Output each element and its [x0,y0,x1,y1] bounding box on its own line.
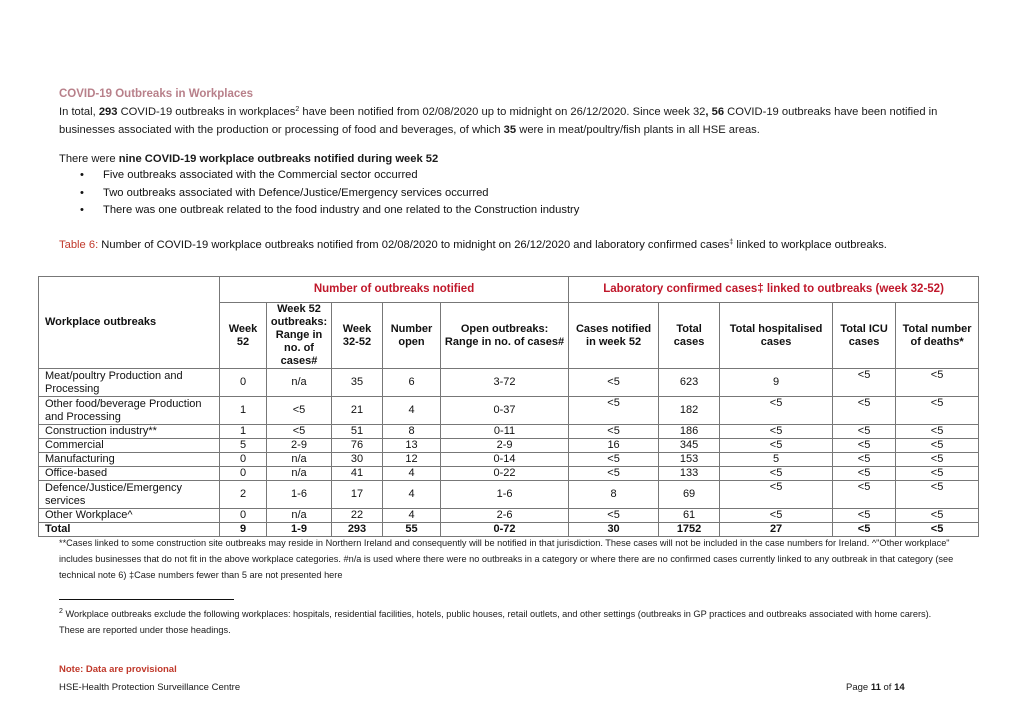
cell: 1-6 [267,481,332,509]
cell: <5 [896,523,979,537]
group-header-outbreaks: Number of outbreaks notified [220,277,569,303]
text: Number of COVID-19 workplace outbreaks notified from 02/08/2020 to midnight on 26/12/2020 and laboratory confirmed cases [98,239,730,251]
text: linked to workplace outbreaks. [733,239,887,251]
text: There were [59,153,119,165]
cell: 6 [383,369,441,397]
cell: <5 [833,425,896,439]
cell: <5 [569,397,659,425]
column-header: Total cases [659,303,720,369]
cell: <5 [720,509,833,523]
cell: 186 [659,425,720,439]
text: Page [846,682,871,693]
row-label: Office-based [39,467,220,481]
cell: <5 [720,439,833,453]
cell: 2-9 [267,439,332,453]
row-label: Meat/poultry Production and Processing [39,369,220,397]
cell: 0 [220,453,267,467]
cell: 8 [569,481,659,509]
row-label: Other food/beverage Production and Processing [39,397,220,425]
cell: 4 [383,467,441,481]
cell: 9 [720,369,833,397]
cell: <5 [569,509,659,523]
table-row [39,467,979,481]
cell: <5 [833,453,896,467]
bullet-item: • There was one outbreak related to the food industry and one related to the Construction industry [80,202,579,220]
row-header: Workplace outbreaks [39,277,220,369]
cell: 0 [220,509,267,523]
row-label: Manufacturing [39,453,220,467]
workplace-outbreaks-table [38,276,979,537]
table-row [39,453,979,467]
cell: 4 [383,397,441,425]
page-number [846,682,905,693]
cell: <5 [896,369,979,397]
cell: 35 [332,369,383,397]
row-label: Commercial [39,439,220,453]
group-header-cases: Laboratory confirmed cases‡ linked to outbreaks (week 32-52) [569,277,979,303]
week52-summary [59,150,959,168]
cell: 293 [332,523,383,537]
footnote [59,606,959,638]
cell: <5 [569,425,659,439]
cell: 21 [332,397,383,425]
cell: 22 [332,509,383,523]
column-header: Total hospitalised cases [720,303,833,369]
cell: <5 [267,397,332,425]
cell: 12 [383,453,441,467]
cell: <5 [896,481,979,509]
cell: <5 [569,369,659,397]
cell: <5 [896,453,979,467]
cell: 1-6 [441,481,569,509]
cell: <5 [896,509,979,523]
cell: <5 [896,467,979,481]
table-row [39,397,979,425]
cell: 30 [332,453,383,467]
column-header: Week 32-52 [332,303,383,369]
footnote-ref: ‡ [729,239,734,246]
cell: 345 [659,439,720,453]
cell: 2 [220,481,267,509]
cell: <5 [896,425,979,439]
cell: <5 [720,397,833,425]
table-row [39,481,979,509]
cell: 61 [659,509,720,523]
food-outbreaks-value: , 56 [705,106,725,118]
footer-organisation: HSE-Health Protection Surveillance Centre [59,682,241,693]
section-heading: COVID-19 Outbreaks in Workplaces [59,88,254,100]
provisional-note: Note: Data are provisional [59,664,177,675]
cell: 133 [659,467,720,481]
cell: 13 [383,439,441,453]
cell: 69 [659,481,720,509]
meat-outbreaks-value: 35 [503,124,517,136]
current-page: 11 [870,682,881,693]
column-header: Cases notified in week 52 [569,303,659,369]
cell: 5 [720,453,833,467]
cell: n/a [267,453,332,467]
text: In total, [59,106,99,118]
cell: 0-37 [441,397,569,425]
column-header: Total number of deaths* [896,303,979,369]
column-header: Total ICU cases [833,303,896,369]
cell: n/a [267,509,332,523]
cell: <5 [720,467,833,481]
text: were in meat/poultry/fish plants in all HSE areas. [516,124,760,136]
column-header: Week 52 outbreaks: Range in no. of cases# [267,303,332,369]
total-pages: 14 [894,682,905,693]
table-row [39,509,979,523]
cell: n/a [267,467,332,481]
cell: 182 [659,397,720,425]
cell: 0-72 [441,523,569,537]
cell: 17 [332,481,383,509]
cell: <5 [833,439,896,453]
cell: 9 [220,523,267,537]
bullet-item: • Two outbreaks associated with Defence/Justice/Emergency services occurred [80,185,579,203]
cell: 1 [220,425,267,439]
cell: 4 [383,509,441,523]
text: COVID-19 outbreaks have been notified in businesses associated with the production or processing of food and beverages, of which [59,106,938,136]
cell: 27 [720,523,833,537]
cell: <5 [896,397,979,425]
footnote-divider [59,599,234,600]
column-header: Number open [383,303,441,369]
row-label: Other Workplace^ [39,509,220,523]
bullet-list [80,167,579,220]
cell: <5 [833,369,896,397]
row-label: Construction industry** [39,425,220,439]
cell: <5 [720,481,833,509]
cell: 51 [332,425,383,439]
cell: <5 [833,481,896,509]
footnote-number: 2 [59,608,63,615]
cell: 5 [220,439,267,453]
cell: 2-6 [441,509,569,523]
cell: 0 [220,369,267,397]
cell: <5 [833,523,896,537]
cell: 30 [569,523,659,537]
cell: <5 [720,425,833,439]
cell: 41 [332,467,383,481]
cell: <5 [569,453,659,467]
cell: 0-14 [441,453,569,467]
cell: <5 [833,467,896,481]
table-label: Table 6: [59,239,99,251]
text: have been notified from 02/08/2020 up to midnight on 26/12/2020. Since week 32 [299,106,706,118]
cell: 55 [383,523,441,537]
cell: 76 [332,439,383,453]
table-row [39,439,979,453]
week52-highlight: nine COVID-19 workplace outbreaks notified during week 52 [118,153,439,165]
cell: 153 [659,453,720,467]
cell: <5 [833,397,896,425]
cell: <5 [267,425,332,439]
text: of [880,682,895,693]
footnote-ref: 2 [295,106,300,113]
cell: n/a [267,369,332,397]
text: COVID-19 outbreaks in workplaces [117,106,296,118]
cell: 1 [220,397,267,425]
cell: <5 [896,439,979,453]
cell: 1752 [659,523,720,537]
table-notes: **Cases linked to some construction site outbreaks may reside in Northern Ireland and consequently will be notified in that jurisdiction. These cases will not be included in the case numbers for Ireland. ^"Other workplace" includes businesses that do not fit in the above workplace categories. #n/a is used where there were no outbreaks in a category or where there are no confirmed cases currently linked to any outbreak in that category (see technical note 6) ‡Case numbers fewer than 5 are not presented here [59,538,954,580]
cell: 0-22 [441,467,569,481]
cell: 3-72 [441,369,569,397]
cell: 16 [569,439,659,453]
row-label: Defence/Justice/Emergency services [39,481,220,509]
cell: 623 [659,369,720,397]
table-row [39,369,979,397]
column-header: Week 52 [220,303,267,369]
cell: 4 [383,481,441,509]
column-header: Open outbreaks: Range in no. of cases# [441,303,569,369]
cell: 0 [220,467,267,481]
table-row [39,425,979,439]
bullet-item: • Five outbreaks associated with the Commercial sector occurred [80,167,579,185]
cell: 8 [383,425,441,439]
cell: <5 [569,467,659,481]
intro-paragraph [59,103,959,139]
cell: 1-9 [267,523,332,537]
cell: <5 [833,509,896,523]
row-label: Total [39,523,220,537]
cell: 0-11 [441,425,569,439]
total-outbreaks-value: 293 [98,106,118,118]
table-caption [59,236,959,254]
cell: 2-9 [441,439,569,453]
footnote-text: Workplace outbreaks exclude the following workplaces: hospitals, residential facilities, hotels, public houses, retail outlets, and other settings (outbreaks in GP practices and outbreaks associated with home carers). These are reported under those headings. [59,609,932,635]
